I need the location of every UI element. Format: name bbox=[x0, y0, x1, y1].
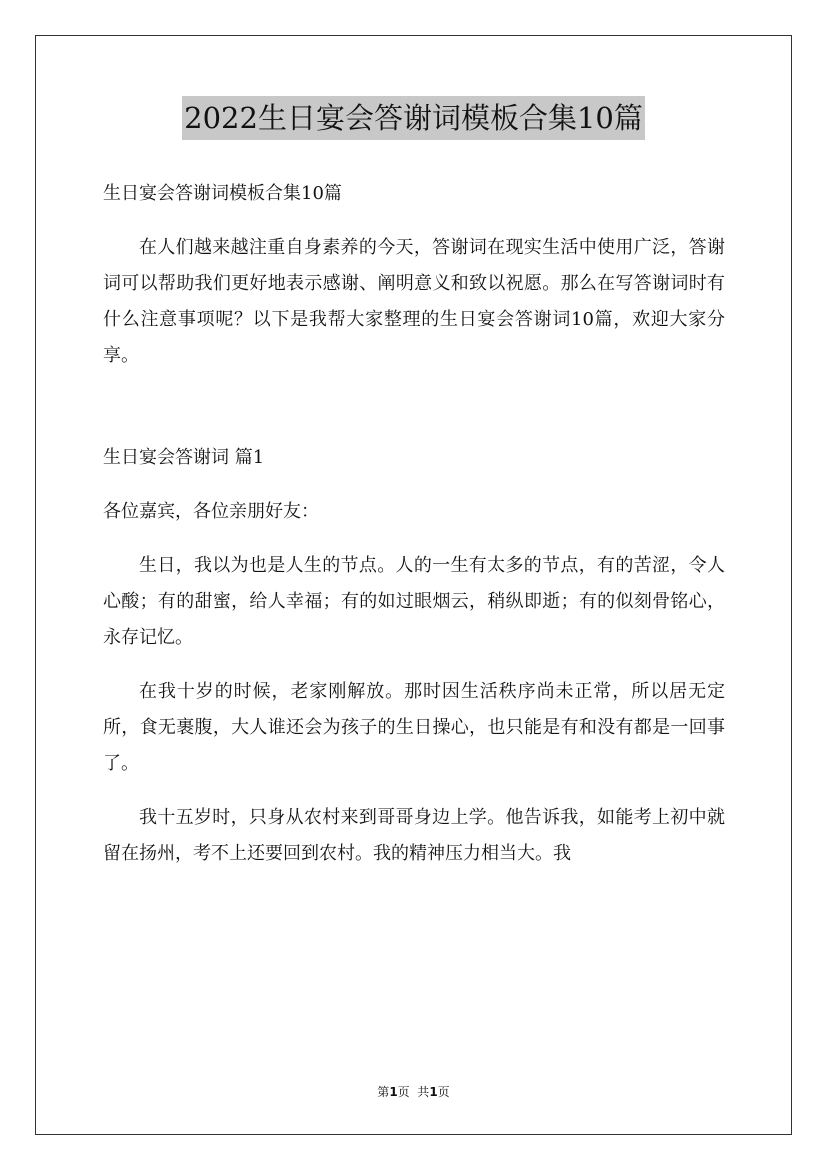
page-label-prefix: 第 bbox=[377, 1085, 390, 1099]
salutation: 各位嘉宾，各位亲朋好友： bbox=[103, 501, 319, 522]
document-body bbox=[103, 176, 725, 890]
page-label-mid: 页 共 bbox=[397, 1085, 430, 1099]
body-paragraph-1: 生日，我以为也是人生的节点。人的一生有太多的节点，有的苦涩，令人心酸；有的甜蜜，给人幸福；有的如过眼烟云，稍纵即逝；有的似刻骨铭心，永存记忆。 bbox=[103, 555, 725, 648]
page-total: 1 bbox=[429, 1085, 438, 1099]
title-container bbox=[0, 96, 827, 140]
body-paragraph-2: 在我十岁的时候，老家刚解放。那时因生活秩序尚未正常，所以居无定所，食无裹腹，大人谁还会为孩子的生日操心，也只能是有和没有都是一回事了。 bbox=[103, 681, 725, 774]
document-title: 2022生日宴会答谢词模板合集10篇 bbox=[182, 96, 645, 140]
intro-paragraph: 在人们越来越注重自身素养的今天，答谢词在现实生活中使用广泛，答谢词可以帮助我们更好地表示感谢、阐明意义和致以祝愿。那么在写答谢词时有什么注意事项呢？以下是我帮大家整理的生日宴会答谢词10篇，欢迎大家分享。 bbox=[103, 237, 725, 366]
body-paragraph-3: 我十五岁时，只身从农村来到哥哥身边上学。他告诉我，如能考上初中就留在扬州，考不上还要回到农村。我的精神压力相当大。我 bbox=[103, 807, 725, 864]
section-heading: 生日宴会答谢词 篇1 bbox=[103, 447, 265, 468]
page-current: 1 bbox=[389, 1085, 398, 1099]
page-label-suffix: 页 bbox=[437, 1085, 450, 1099]
document-subtitle: 生日宴会答谢词模板合集10篇 bbox=[103, 183, 342, 204]
page-footer bbox=[0, 1083, 827, 1100]
